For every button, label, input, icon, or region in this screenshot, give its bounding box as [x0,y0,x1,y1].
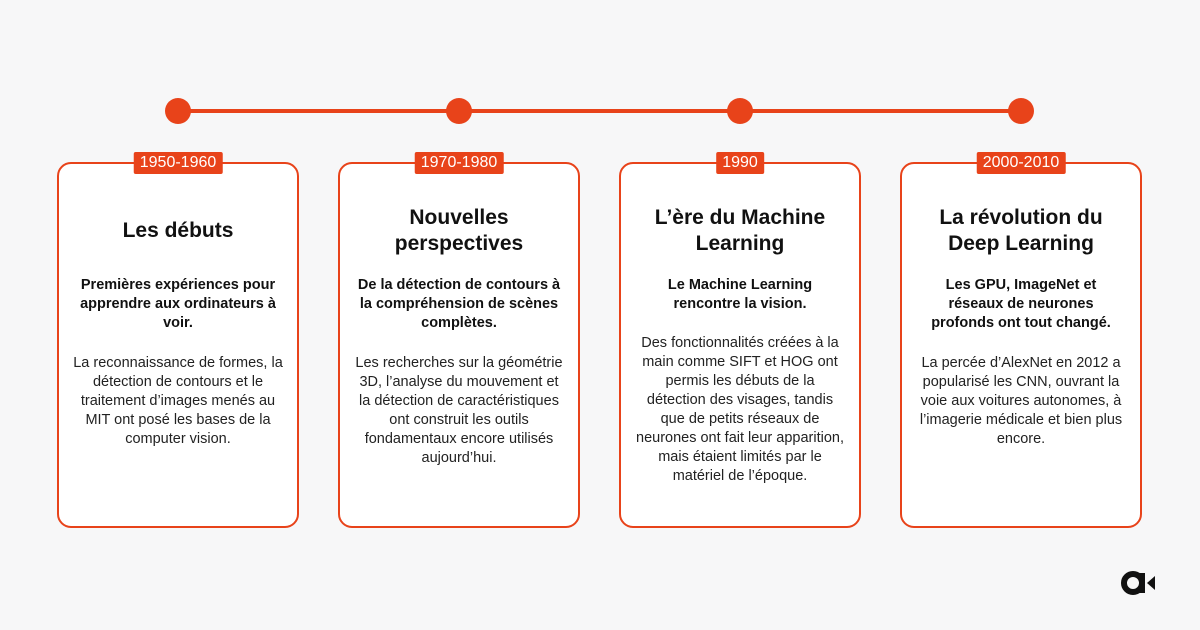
card-title: Les débuts [122,219,234,242]
timeline-dot [165,98,191,124]
card-title: La révolution du Deep Learning [939,206,1103,255]
card-subtitle: De la détection de contours à la compréhension de scènes complètes. [357,277,561,331]
timeline-dot [727,98,753,124]
year-badge: 1990 [716,152,764,174]
period-card [900,162,1142,528]
card-body: Les recherches sur la géométrie 3D, l’analyse du mouvement et la détection de caractéristiques ont construit les outils fondamentaux encore utilisés aujourd’hui. [355,355,563,466]
period-card [338,162,580,528]
period-card [619,162,861,528]
card-body: Des fonctionnalités créées à la main comme SIFT et HOG ont permis les débuts de la détection des visages, tandis que de petits réseaux de neurones ont fait leur apparition, mais étaient limités par le matériel de l’époque. [636,335,844,484]
timeline-dot [446,98,472,124]
card-body: La percée d’AlexNet en 2012 a popularisé les CNN, ouvrant la voie aux voitures autonomes, à l’imagerie médicale et bien plus encore. [919,355,1123,447]
card-subtitle: Les GPU, ImageNet et réseaux de neurones profonds ont tout changé. [931,277,1111,331]
card-body: La reconnaissance de formes, la détection de contours et le traitement d’images menés au MIT ont posé les bases de la computer vision. [73,355,283,447]
card-title: L’ère du Machine Learning [654,206,826,255]
card-subtitle: Premières expériences pour apprendre aux ordinateurs à voir. [80,277,276,331]
brand-logo-icon [1120,568,1156,598]
timeline-line [178,109,1022,113]
year-badge: 2000-2010 [977,152,1066,174]
year-badge: 1970-1980 [415,152,504,174]
timeline-dot [1008,98,1034,124]
year-badge: 1950-1960 [134,152,223,174]
card-title: Nouvelles perspectives [394,206,524,255]
period-card [57,162,299,528]
card-subtitle: Le Machine Learning rencontre la vision. [667,277,813,312]
